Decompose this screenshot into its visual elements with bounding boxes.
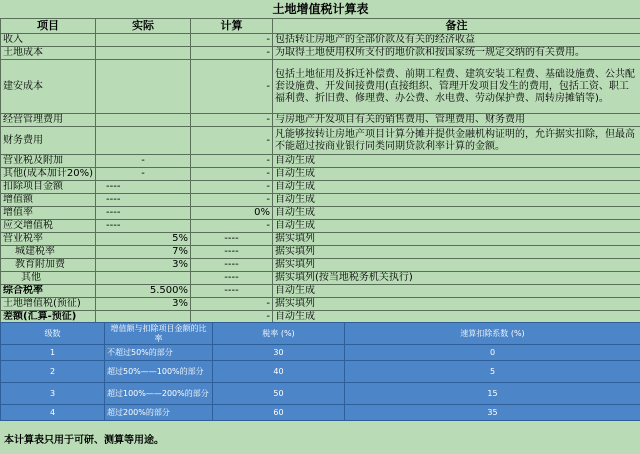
rate-deduction: 0 — [345, 345, 640, 361]
row-item[interactable]: 财务费用 — [1, 127, 96, 155]
row-calc[interactable]: - — [191, 311, 273, 324]
row-actual[interactable]: - — [96, 155, 191, 168]
row-note[interactable]: 据实填列 — [273, 259, 640, 272]
row-actual[interactable]: ---- — [96, 220, 191, 233]
rate-level: 2 — [1, 361, 105, 383]
row-calc[interactable]: - — [191, 34, 273, 47]
row-calc[interactable]: - — [191, 298, 273, 311]
row-calc[interactable]: - — [191, 155, 273, 168]
row-actual[interactable] — [96, 114, 191, 127]
row-item[interactable]: 土地成本 — [1, 47, 96, 60]
row-note[interactable]: 凡能够按转让房地产项目计算分摊并提供金融机构证明的，允许据实扣除，但最高不能超过按商业银行同类同期贷款利率计算的金额。 — [273, 127, 640, 155]
row-calc[interactable]: ---- — [191, 285, 273, 298]
rate-header-level: 级数 — [1, 323, 105, 345]
row-item[interactable]: 经营管理费用 — [1, 114, 96, 127]
header-note: 备注 — [273, 19, 640, 34]
rate-value: 40 — [213, 361, 345, 383]
row-note[interactable]: 据实填列(按当地税务机关执行) — [273, 272, 640, 285]
row-calc[interactable]: ---- — [191, 246, 273, 259]
row-note[interactable]: 自动生成 — [273, 155, 640, 168]
table-title: 土地增值税计算表 — [1, 0, 640, 19]
rate-header-rate: 税率 (%) — [213, 323, 345, 345]
row-actual[interactable]: - — [96, 168, 191, 181]
rate-level: 4 — [1, 405, 105, 421]
rate-ratio: 超过50%——100%的部分 — [105, 361, 213, 383]
row-calc[interactable]: - — [191, 114, 273, 127]
row-calc[interactable]: - — [191, 47, 273, 60]
row-item[interactable]: 增值额 — [1, 194, 96, 207]
header-actual: 实际 — [96, 19, 191, 34]
row-item[interactable]: 其他(成本加计20%) — [1, 168, 96, 181]
rate-header-ratio: 增值额与扣除项目金额的比率 — [105, 323, 213, 345]
rate-header-deduction: 速算扣除系数 (%) — [345, 323, 640, 345]
row-actual[interactable] — [96, 272, 191, 285]
rate-value: 30 — [213, 345, 345, 361]
row-note[interactable]: 自动生成 — [273, 181, 640, 194]
rate-level: 3 — [1, 383, 105, 405]
row-note[interactable]: 与房地产开发项目有关的销售费用、管理费用、财务费用 — [273, 114, 640, 127]
row-calc[interactable]: - — [191, 220, 273, 233]
row-actual[interactable]: 3% — [96, 298, 191, 311]
row-note[interactable]: 自动生成 — [273, 194, 640, 207]
row-item[interactable]: 其他 — [1, 272, 96, 285]
row-note[interactable]: 自动生成 — [273, 311, 640, 324]
row-calc[interactable]: - — [191, 127, 273, 155]
row-calc[interactable]: ---- — [191, 272, 273, 285]
rate-level: 1 — [1, 345, 105, 361]
header-item: 项目 — [1, 19, 96, 34]
row-note[interactable]: 自动生成 — [273, 220, 640, 233]
rate-deduction: 35 — [345, 405, 640, 421]
row-actual[interactable] — [96, 60, 191, 114]
rate-value: 50 — [213, 383, 345, 405]
row-item[interactable]: 建安成本 — [1, 60, 96, 114]
row-calc[interactable]: - — [191, 181, 273, 194]
row-actual[interactable]: ---- — [96, 194, 191, 207]
row-calc[interactable]: - — [191, 168, 273, 181]
tax-rate-table — [0, 322, 640, 421]
row-calc[interactable]: - — [191, 60, 273, 114]
row-note[interactable]: 包括土地征用及拆迁补偿费、前期工程费、建筑安装工程费、基础设施费、公共配套设施费、开发间接费用(直接组织、管理开发项目发生的费用，包括工资、职工福利费、折旧费、修理费、办公费、水电费、劳动保护费、周转房摊销等)。 — [273, 60, 640, 114]
rate-ratio: 超过200%的部分 — [105, 405, 213, 421]
row-item[interactable]: 扣除项目金额 — [1, 181, 96, 194]
row-note[interactable]: 自动生成 — [273, 168, 640, 181]
row-item[interactable]: 综合税率 — [1, 285, 96, 298]
row-actual[interactable]: 3% — [96, 259, 191, 272]
row-item[interactable]: 应交增值税 — [1, 220, 96, 233]
row-actual[interactable] — [96, 127, 191, 155]
row-note[interactable]: 自动生成 — [273, 207, 640, 220]
row-note[interactable]: 自动生成 — [273, 285, 640, 298]
row-calc[interactable]: - — [191, 194, 273, 207]
row-actual[interactable]: 5.500% — [96, 285, 191, 298]
row-item[interactable]: 营业税率 — [1, 233, 96, 246]
rate-value: 60 — [213, 405, 345, 421]
row-actual[interactable]: 5% — [96, 233, 191, 246]
row-item[interactable]: 差额(汇算-预征) — [1, 311, 96, 324]
row-item[interactable]: 城建税率 — [1, 246, 96, 259]
row-calc[interactable]: ---- — [191, 233, 273, 246]
row-actual[interactable]: 7% — [96, 246, 191, 259]
rate-ratio: 超过100%——200%的部分 — [105, 383, 213, 405]
row-item[interactable]: 营业税及附加 — [1, 155, 96, 168]
row-actual[interactable]: ---- — [96, 207, 191, 220]
rate-deduction: 15 — [345, 383, 640, 405]
header-calc: 计算 — [191, 19, 273, 34]
row-actual[interactable] — [96, 47, 191, 60]
rate-deduction: 5 — [345, 361, 640, 383]
row-calc[interactable]: 0% — [191, 207, 273, 220]
row-note[interactable]: 据实填列 — [273, 233, 640, 246]
rate-ratio: 不超过50%的部分 — [105, 345, 213, 361]
row-note[interactable]: 包括转让房地产的全部价款及有关的经济收益 — [273, 34, 640, 47]
row-calc[interactable]: ---- — [191, 259, 273, 272]
row-actual[interactable] — [96, 34, 191, 47]
row-item[interactable]: 土地增值税(预征) — [1, 298, 96, 311]
row-note[interactable]: 据实填列 — [273, 246, 640, 259]
footnote: 本计算表只用于可研、测算等用途。 — [4, 435, 164, 446]
row-item[interactable]: 教育附加费 — [1, 259, 96, 272]
row-note[interactable]: 为取得土地使用权所支付的地价款和按国家统一规定交纳的有关费用。 — [273, 47, 640, 60]
row-actual[interactable]: ---- — [96, 181, 191, 194]
row-item[interactable]: 收入 — [1, 34, 96, 47]
row-item[interactable]: 增值率 — [1, 207, 96, 220]
row-note[interactable]: 据实填列 — [273, 298, 640, 311]
